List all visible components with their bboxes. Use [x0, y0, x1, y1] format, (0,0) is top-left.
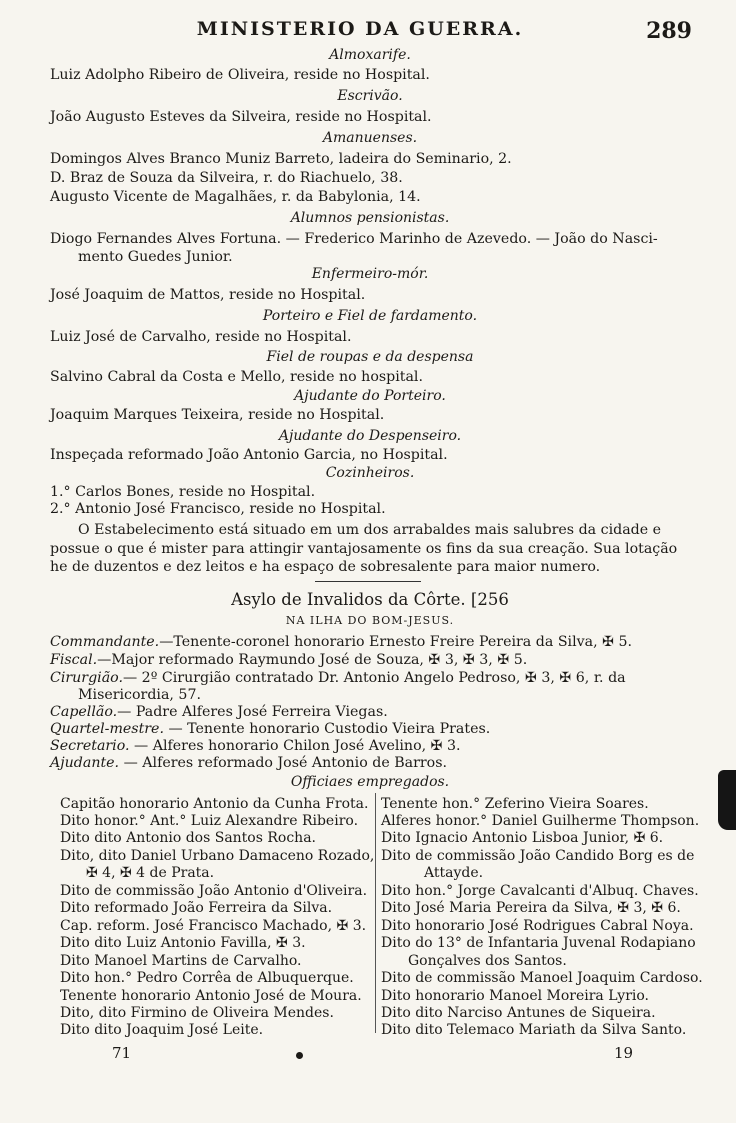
- staff-line: 1.° Carlos Bones, reside no Hospital.: [50, 484, 316, 500]
- officer-line: [50, 669, 690, 687]
- right-column-line: Dito dito Telemaco Mariath da Silva Santo.: [381, 1022, 687, 1038]
- left-column-line: Dito Manoel Martins de Carvalho.: [60, 953, 302, 969]
- officer-text: — Alferes honorario Chilon José Avelino, ✠ 3.: [129, 738, 461, 754]
- role-heading: Ajudante do Porteiro.: [294, 388, 446, 404]
- role-heading: Enfermeiro-mór.: [311, 266, 429, 282]
- left-column-line: Dito dito Antonio dos Santos Rocha.: [60, 830, 316, 846]
- officer-line: [50, 720, 690, 738]
- staff-line: Inspeçada reformado João Antonio Garcia, no Hospital.: [50, 447, 448, 463]
- staff-line: José Joaquim de Mattos, reside no Hospital.: [50, 287, 366, 303]
- officers-heading: Officiaes empregados.: [290, 774, 450, 790]
- officer-role: Secretario.: [50, 738, 130, 754]
- running-header-title: MINISTERIO DA GUERRA.: [196, 18, 524, 40]
- paragraph-line: O Estabelecimento está situado em um dos arrabaldes mais salubres da cidade e: [78, 522, 662, 538]
- officer-line: [50, 737, 690, 755]
- officer-text: — Padre Alferes José Ferreira Viegas.: [117, 704, 388, 720]
- officer-line: [50, 754, 690, 772]
- staff-line: Diogo Fernandes Alves Fortuna. — Frederico Marinho de Azevedo. — João do Nasci-: [50, 231, 658, 247]
- officer-role: Capellão.: [50, 704, 118, 720]
- staff-line: Augusto Vicente de Magalhães, r. da Babylonia, 14.: [50, 189, 421, 205]
- role-heading: Amanuenses.: [322, 130, 418, 146]
- officer-text: — 2º Cirurgião contratado Dr. Antonio Angelo Pedroso, ✠ 3, ✠ 6, r. da: [122, 670, 626, 686]
- officer-text: — Tenente honorario Custodio Vieira Prates.: [163, 721, 491, 737]
- role-heading: Almoxarife.: [329, 47, 411, 63]
- right-column-line: Dito dito Narciso Antunes de Siqueira.: [381, 1005, 656, 1021]
- role-heading: Cozinheiros.: [325, 465, 415, 481]
- role-heading: Alumnos pensionistas.: [290, 210, 450, 226]
- left-column-line: Dito hon.° Pedro Corrêa de Albuquerque.: [60, 970, 354, 986]
- officer-line: [78, 686, 688, 704]
- staff-line: Luiz José de Carvalho, reside no Hospital.: [50, 329, 352, 345]
- staff-line: João Augusto Esteves da Silveira, reside no Hospital.: [50, 109, 432, 125]
- paragraph-line: he de duzentos e dez leitos e ha espaço de sobresalente para maior numero.: [50, 559, 601, 575]
- staff-line: mento Guedes Junior.: [78, 249, 233, 265]
- officer-line: [50, 703, 690, 721]
- left-column-line: Cap. reform. José Francisco Machado, ✠ 3.: [60, 918, 367, 934]
- officer-role: Fiscal.: [50, 652, 98, 668]
- footer-right-number: 19: [614, 1044, 634, 1062]
- right-column-line: Alferes honor.° Daniel Guilherme Thompson.: [381, 813, 700, 829]
- right-column-line: Dito de commissão João Candido Borg es de: [381, 848, 695, 864]
- officer-text: —Tenente-coronel honorario Ernesto Freire Pereira da Silva, ✠ 5.: [159, 634, 633, 650]
- left-column-line: Dito de commissão João Antonio d'Oliveira.: [60, 883, 368, 899]
- left-column-line: Dito honor.° Ant.° Luiz Alexandre Ribeiro.: [60, 813, 359, 829]
- role-heading: Fiel de roupas e da despensa: [266, 349, 474, 365]
- left-column-line: Dito, dito Daniel Urbano Damaceno Rozado,: [60, 848, 375, 864]
- asylum-title-text: Asylo de Invalidos da Côrte.: [231, 590, 466, 609]
- right-column-line: Dito hon.° Jorge Cavalcanti d'Albuq. Chaves.: [381, 883, 699, 899]
- officer-text: Misericordia, 57.: [78, 687, 201, 703]
- officer-role: Cirurgião.: [50, 670, 123, 686]
- footer-left-number: 71: [112, 1044, 132, 1062]
- asylum-ref: [256: [470, 590, 509, 609]
- right-column-line: Dito honorario Manoel Moreira Lyrio.: [381, 988, 649, 1004]
- left-column-line: Dito, dito Firmino de Oliveira Mendes.: [60, 1005, 334, 1021]
- officer-role: Ajudante.: [50, 755, 120, 771]
- officer-line: [50, 633, 690, 651]
- page-number: 289: [646, 18, 692, 44]
- right-column-line: Attayde.: [424, 865, 484, 881]
- left-column-line: Dito dito Luiz Antonio Favilla, ✠ 3.: [60, 935, 306, 951]
- right-column-line: Dito José Maria Pereira da Silva, ✠ 3, ✠ 6.: [381, 900, 681, 916]
- right-column-line: Dito honorario José Rodrigues Cabral Noya.: [381, 918, 694, 934]
- left-column-line: Capitão honorario Antonio da Cunha Frota.: [60, 796, 369, 812]
- left-column-line: Dito reformado João Ferreira da Silva.: [60, 900, 333, 916]
- section-divider: [315, 581, 421, 582]
- right-column-line: Dito de commissão Manoel Joaquim Cardoso.: [381, 970, 703, 986]
- left-column-line: Tenente honorario Antonio José de Moura.: [60, 988, 362, 1004]
- right-column-line: Dito Ignacio Antonio Lisboa Junior, ✠ 6.: [381, 830, 664, 846]
- staff-line: Luiz Adolpho Ribeiro de Oliveira, reside no Hospital.: [50, 67, 430, 83]
- officer-role: Commandante.: [50, 634, 160, 650]
- left-column-line: Dito dito Joaquim José Leite.: [60, 1022, 264, 1038]
- asylum-subtitle: NA ILHA DO BOM-JESUS.: [285, 614, 455, 627]
- column-divider: [375, 793, 376, 1033]
- left-column-line: ✠ 4, ✠ 4 de Prata.: [86, 865, 215, 881]
- role-heading: Ajudante do Despenseiro.: [278, 428, 462, 444]
- asylum-title: [50, 590, 690, 610]
- staff-line: D. Braz de Souza da Silveira, r. do Riachuelo, 38.: [50, 170, 403, 186]
- right-column-line: Gonçalves dos Santos.: [408, 953, 567, 969]
- officer-text: —Major reformado Raymundo José de Souza, ✠ 3, ✠ 3, ✠ 5.: [97, 652, 528, 668]
- officer-text: — Alferes reformado José Antonio de Barros.: [119, 755, 448, 771]
- ink-blot-mark: [718, 770, 736, 830]
- staff-line: Joaquim Marques Teixeira, reside no Hospital.: [50, 407, 385, 423]
- staff-line: Domingos Alves Branco Muniz Barreto, ladeira do Seminario, 2.: [50, 151, 512, 167]
- role-heading: Escrivão.: [337, 88, 403, 104]
- officer-role: Quartel-mestre.: [50, 721, 164, 737]
- right-column-line: Dito do 13° de Infantaria Juvenal Rodapiano: [381, 935, 696, 951]
- staff-line: Salvino Cabral da Costa e Mello, reside no hospital.: [50, 369, 423, 385]
- right-column-line: Tenente hon.° Zeferino Vieira Soares.: [381, 796, 649, 812]
- role-heading: Porteiro e Fiel de fardamento.: [262, 308, 478, 324]
- paragraph-line: possue o que é mister para attingir vantajosamente os fins da sua creação. Sua lotação: [50, 541, 678, 557]
- footer-ornament-dot: [296, 1052, 303, 1059]
- officer-line: [50, 651, 690, 669]
- staff-line: 2.° Antonio José Francisco, reside no Hospital.: [50, 501, 386, 517]
